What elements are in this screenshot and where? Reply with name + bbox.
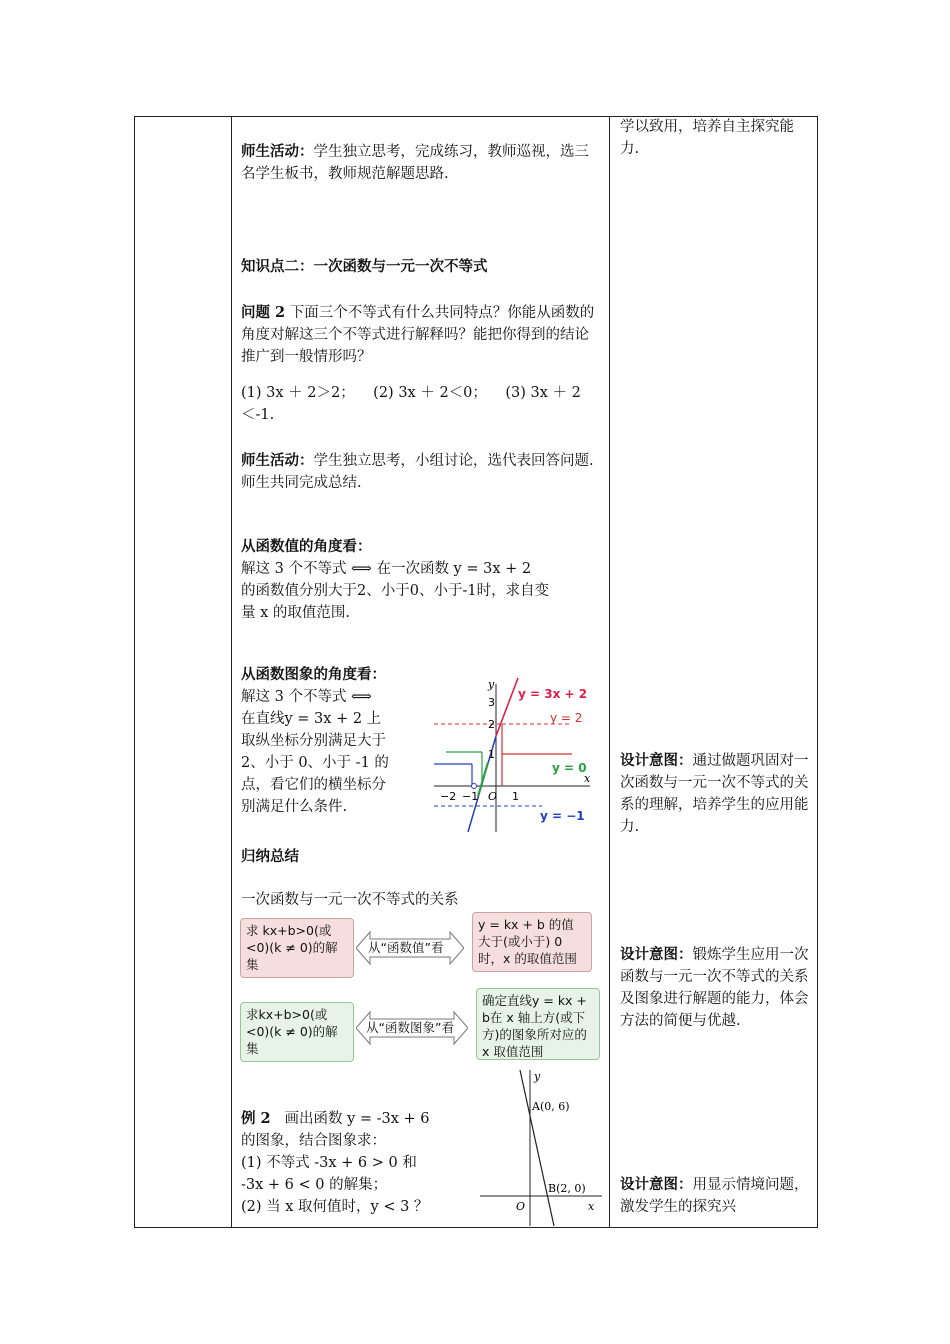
tick-label: −2 [440, 790, 457, 803]
diagram-row2-arrow [356, 1010, 468, 1046]
example-2: 例 2 画出函数 y = -3x + 6 的图象，结合图象求： (1) 不等式 -3x + 6 > 0 和 -3x + 6 < 0 的解集； (2) 当 x 取何值时，y < 3 ？ [241, 1110, 430, 1215]
function-graph-view: 从函数图象的角度看： 解这 3 个不等式 ⟺ 在直线y = 3x + 2 上 取纵坐标分别满足大于 2、小于 0、小于 -1 的 点，看它们的横坐标分 别满足什么条件. [241, 666, 389, 815]
tick-label: O [488, 790, 498, 803]
label-y0: y = 0 [552, 761, 587, 775]
diagram-row1-right: y = kx + b 的值大于(或小于) 0时，x 的取值范围 [472, 912, 592, 972]
point-a-label: A(0, 6) [532, 1100, 570, 1113]
graph-y-3x-plus-2 [432, 676, 592, 834]
tick-label: 1 [488, 748, 495, 761]
tick-label: x [584, 772, 591, 785]
right-top-text: 学以致用，培养自主探究能力. [620, 119, 794, 157]
diagram-row2-left: 求kx+b>0(或<0)(k ≠ 0)的解集 [240, 1002, 354, 1062]
tick-label: y [488, 678, 495, 691]
tick-label: 1 [512, 790, 519, 803]
question-2: 问题 2 下面三个不等式有什么共同特点？你能从函数的角度对解这三个不等式进行解释吗？能把你得到的结论推广到一般情形吗？ [241, 304, 595, 365]
summary-title: 归纳总结 [241, 848, 299, 865]
graph-y-minus-3x-plus-6 [478, 1066, 606, 1226]
tick-label: 3 [488, 696, 495, 709]
diagram-row2-right: 确定直线y = kx + b在 x 轴上方(或下方)的图象所对应的 x 取值范围 [476, 988, 600, 1060]
label-line: y = 3x + 2 [518, 687, 588, 701]
lesson-table [134, 116, 818, 1228]
activity-2: 师生活动：学生独立思考，小组讨论，选代表回答问题.师生共同完成总结. [241, 452, 594, 491]
tick-label: −1 [462, 790, 479, 803]
tick-label: 2 [488, 718, 495, 731]
diagram-row1-left: 求 kx+b>0(或<0)(k ≠ 0)的解集 [240, 918, 354, 978]
knowledge-point-title: 知识点二：一次函数与一元一次不等式 [241, 258, 488, 275]
axis-x-label: x [588, 1200, 595, 1213]
activity-1: 师生活动：学生独立思考，完成练习，教师巡视，选三名学生板书，教师规范解题思路. [241, 143, 589, 182]
function-value-view: 从函数值的角度看： 解这 3 个不等式 ⟺ 在一次函数 y = 3x + 2 的函数值分别大于2、小于0、小于-1时，求自变 量 x 的取值范围. [241, 538, 550, 621]
design-intent-1: 设计意图：通过做题巩固对一次函数与一元一次不等式的关系的理解，培养学生的应用能力. [620, 752, 809, 835]
axis-y-label: y [534, 1070, 541, 1083]
diagram-row1-mid: 从“函数值”看 [368, 940, 444, 955]
design-intent-3: 设计意图：用显示情境问题，激发学生的探究兴 [620, 1176, 809, 1215]
diagram-row1-arrow [356, 930, 464, 966]
origin-label: O [516, 1200, 526, 1213]
label-ym1: y = −1 [540, 809, 585, 823]
design-intent-2: 设计意图：锻炼学生应用一次函数与一元一次不等式的关系及图象进行解题的能力，体会方法的简便与优越. [620, 946, 809, 1029]
inequalities: (1) 3x ＋ 2＞2； (2) 3x ＋ 2＜0； (3) 3x ＋ 2 ＜-1. [241, 385, 581, 423]
diagram-row2-mid: 从“函数图象”看 [366, 1020, 454, 1035]
column-divider [609, 117, 610, 1227]
summary-subtitle: 一次函数与一元一次不等式的关系 [241, 892, 459, 908]
label-y2: y = 2 [550, 711, 583, 725]
point-b-label: B(2, 0) [548, 1182, 586, 1195]
column-divider [231, 117, 232, 1227]
